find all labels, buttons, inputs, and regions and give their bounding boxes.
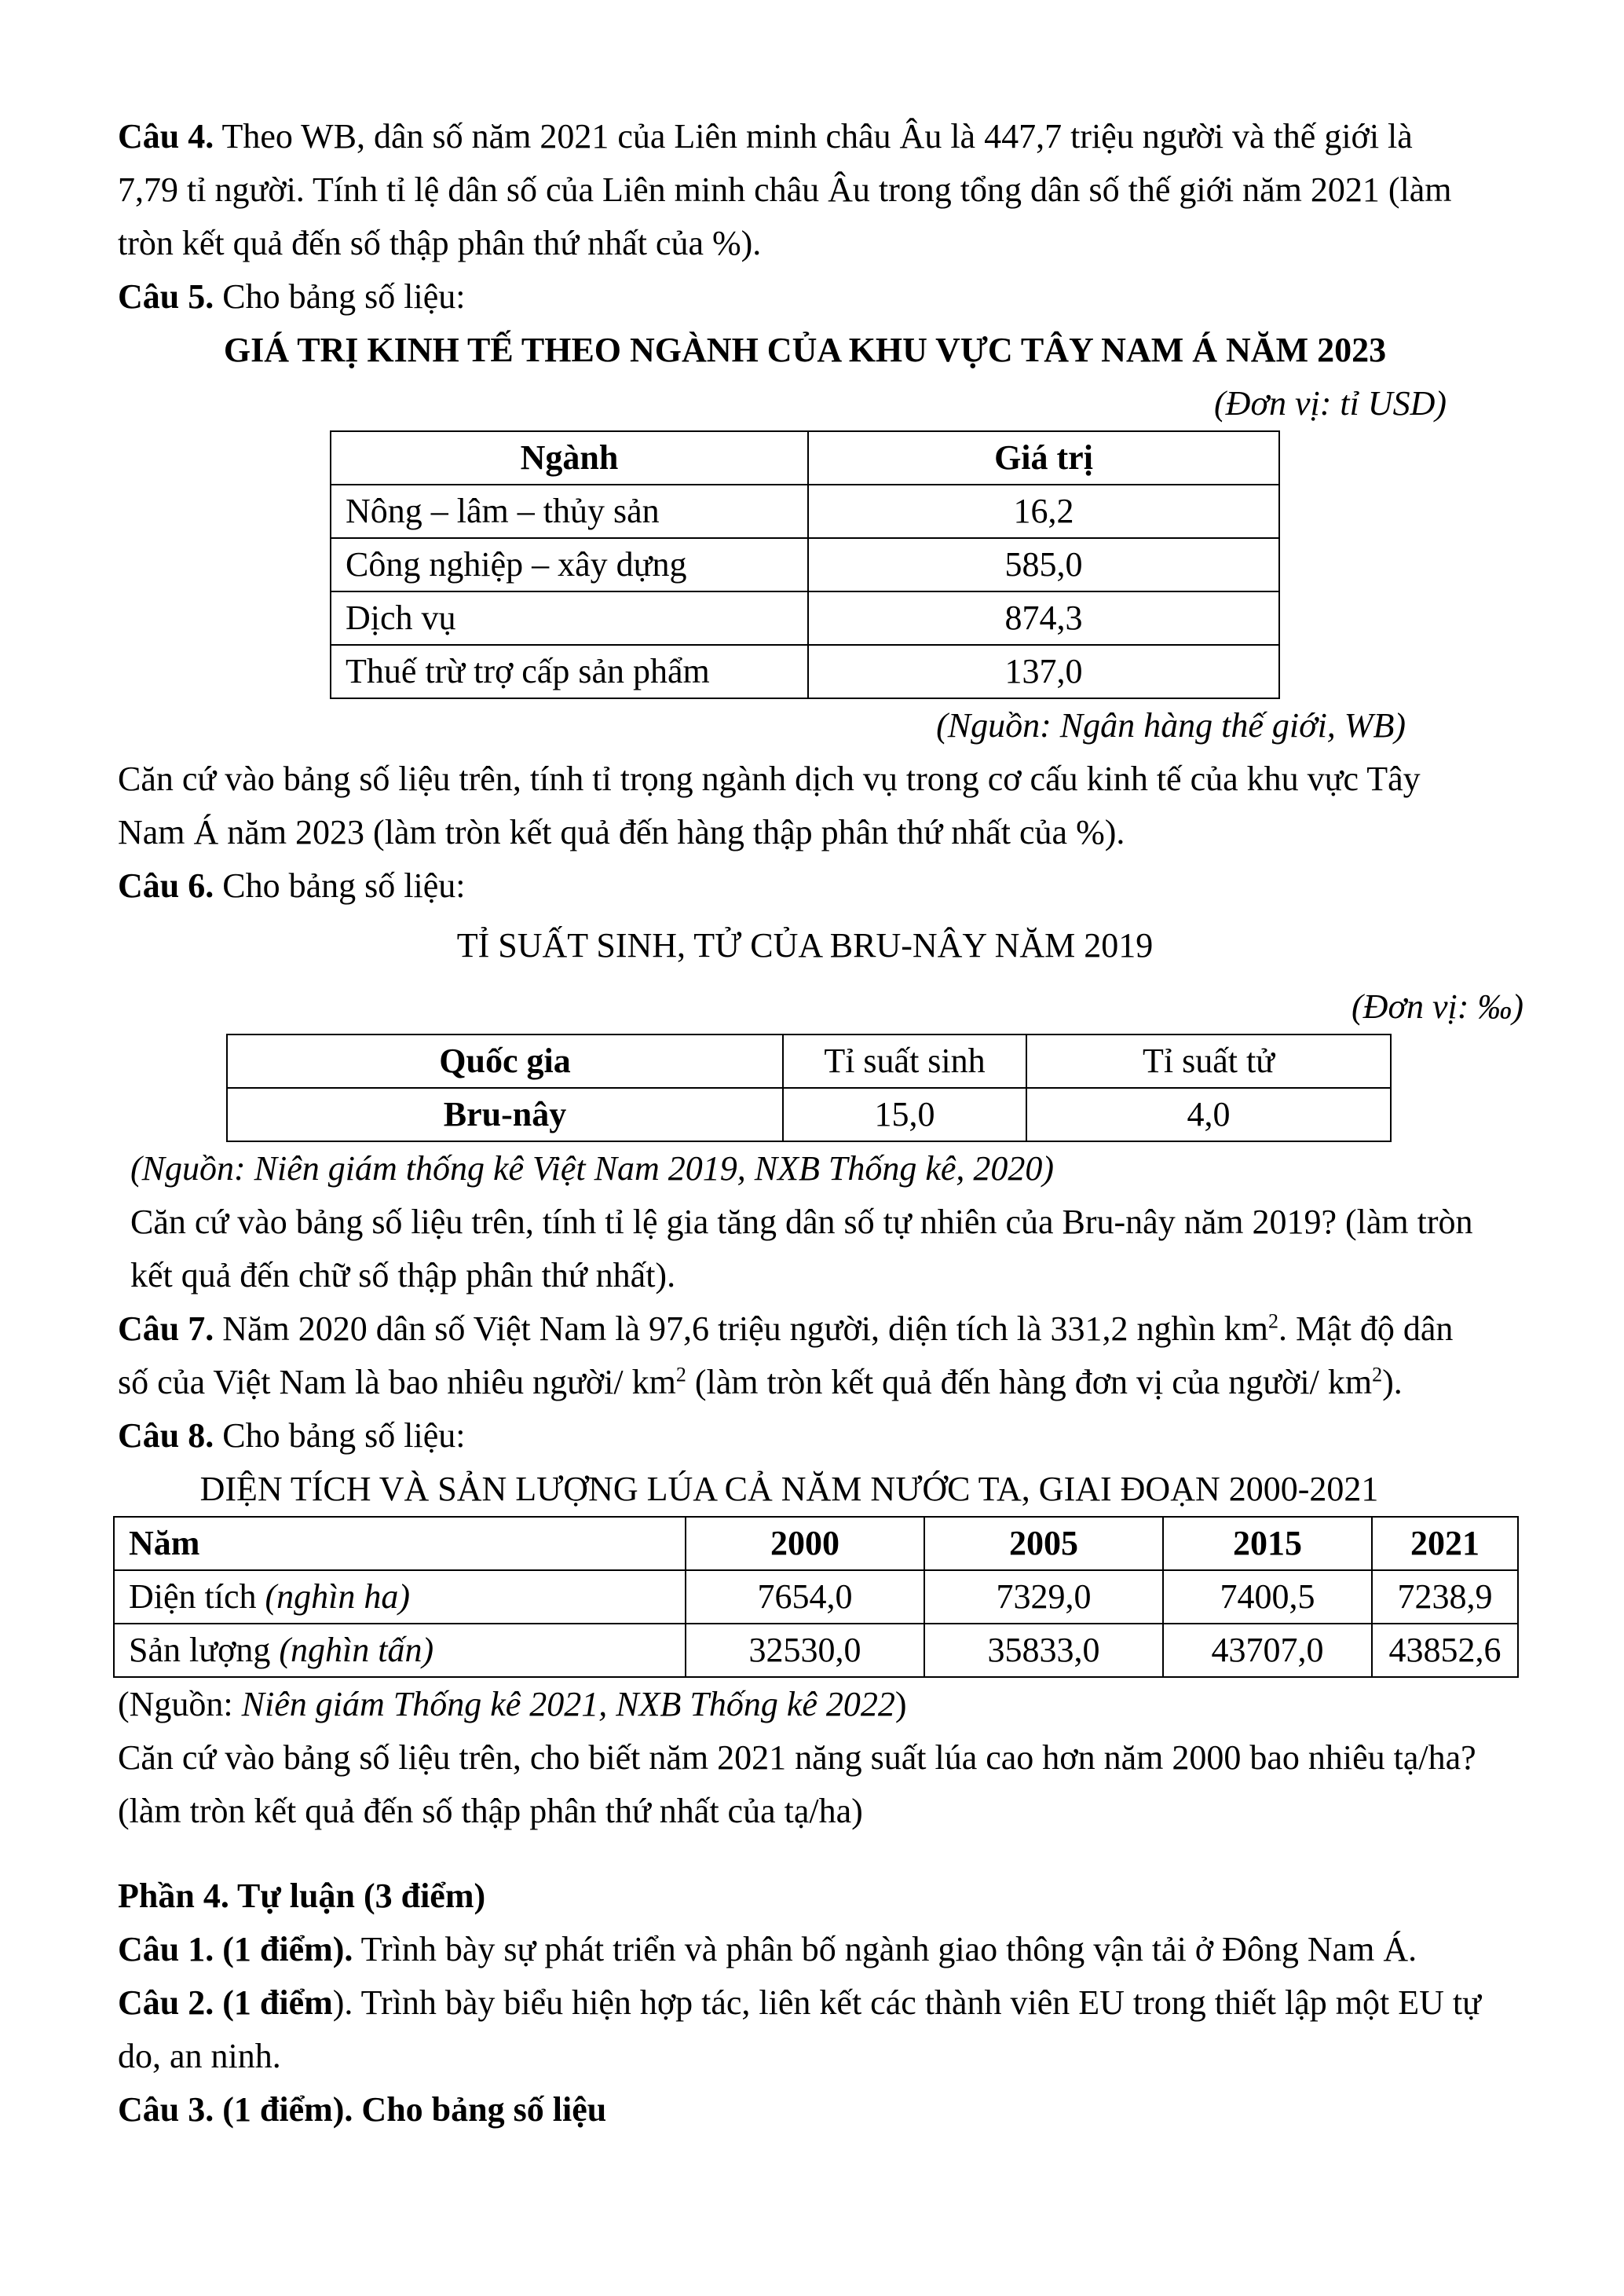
q4-line1: Câu 4. Theo WB, dân số năm 2021 của Liên minh châu Âu là 447,7 triệu người và thế giới là <box>118 117 1413 156</box>
q4-label: Câu 4. <box>118 117 214 156</box>
q5-line1: Căn cứ vào bảng số liệu trên, tính tỉ trọng ngành dịch vụ trong cơ cấu kinh tế của khu vực Tây <box>118 760 1421 798</box>
q8-table-title: DIỆN TÍCH VÀ SẢN LƯỢNG LÚA CẢ NĂM NƯỚC TA, GIAI ĐOẠN 2000-2021 <box>199 1470 1379 1508</box>
table-cell: Công nghiệp – xây dựng <box>331 538 808 591</box>
table-cell: Dịch vụ <box>331 591 808 645</box>
document-page <box>118 110 1523 2137</box>
table-row <box>114 1570 1518 1624</box>
q5-header-nganh: Ngành <box>331 431 808 485</box>
section-gap <box>118 1838 1523 1869</box>
q6-label: Câu 6. <box>118 866 214 905</box>
q5-header-giatri: Giá trị <box>808 431 1279 485</box>
table-row <box>331 591 1279 645</box>
table-cell: 16,2 <box>808 485 1279 538</box>
q5-intro: Câu 5. Cho bảng số liệu: <box>118 277 466 316</box>
q7-label: Câu 7. <box>118 1309 214 1348</box>
table-cell: Thuế trừ trợ cấp sản phẩm <box>331 645 808 698</box>
table-cell: 7329,0 <box>924 1570 1163 1624</box>
part4-heading: Phần 4. Tự luận (3 điểm) <box>118 1877 486 1915</box>
table-cell: Diện tích (nghìn ha) <box>114 1570 686 1624</box>
q6-table-title: TỈ SUẤT SINH, TỬ CỦA BRU-NÂY NĂM 2019 <box>456 926 1154 965</box>
part4-c3: Câu 3. (1 điểm). Cho bảng số liệu <box>118 2090 607 2129</box>
q8-header-2021: 2021 <box>1372 1517 1518 1570</box>
q4-line3: tròn kết quả đến số thập phân thứ nhất của %). <box>118 224 762 262</box>
q8-header-nam: Năm <box>114 1517 686 1570</box>
q6-line2: kết quả đến chữ số thập phân thứ nhất). <box>130 1256 676 1294</box>
q8-source: (Nguồn: Niên giám Thống kê 2021, NXB Thống kê 2022) <box>118 1685 907 1723</box>
q8-line2: (làm tròn kết quả đến số thập phân thứ nhất của tạ/ha) <box>118 1792 863 1830</box>
table-row <box>227 1088 1391 1141</box>
table-row <box>331 645 1279 698</box>
q8-header-2015: 2015 <box>1163 1517 1372 1570</box>
q5-label: Câu 5. <box>118 277 214 316</box>
table-cell: 585,0 <box>808 538 1279 591</box>
table-header-row <box>331 431 1279 485</box>
table-cell: 43852,6 <box>1372 1624 1518 1677</box>
table-cell: 32530,0 <box>686 1624 924 1677</box>
q6-table <box>226 1034 1392 1142</box>
table-cell: 35833,0 <box>924 1624 1163 1677</box>
table-cell: 15,0 <box>783 1088 1026 1141</box>
q6-header-tu: Tỉ suất tử <box>1026 1034 1391 1088</box>
q6-unit: (Đơn vị: ‰) <box>1352 987 1523 1026</box>
table-cell: 137,0 <box>808 645 1279 698</box>
part4-c1: Câu 1. (1 điểm). Trình bày sự phát triển và phân bố ngành giao thông vận tải ở Đông Nam Á. <box>118 1930 1417 1968</box>
q5-unit: (Đơn vị: tỉ USD) <box>1214 384 1447 423</box>
table-cell: 7654,0 <box>686 1570 924 1624</box>
table-row <box>331 485 1279 538</box>
part4-c1-label: Câu 1. (1 điểm). <box>118 1930 353 1968</box>
part4-c2-line1: Câu 2. (1 điểm). Trình bày biểu hiện hợp tác, liên kết các thành viên EU trong thiết lập một EU tự <box>118 1983 1481 2022</box>
table-cell: 43707,0 <box>1163 1624 1372 1677</box>
table-cell: Bru-nây <box>227 1088 783 1141</box>
table-row <box>331 538 1279 591</box>
table-header-row <box>227 1034 1391 1088</box>
q8-label: Câu 8. <box>118 1416 214 1455</box>
q8-table <box>113 1516 1519 1678</box>
q8-line1: Căn cứ vào bảng số liệu trên, cho biết năm 2021 năng suất lúa cao hơn năm 2000 bao nhiêu tạ/ha? <box>118 1738 1476 1777</box>
table-cell: 7400,5 <box>1163 1570 1372 1624</box>
table-cell: Sản lượng (nghìn tấn) <box>114 1624 686 1677</box>
q6-header-quocgia: Quốc gia <box>227 1034 783 1088</box>
q8-intro: Câu 8. Cho bảng số liệu: <box>118 1416 466 1455</box>
q5-source: (Nguồn: Ngân hàng thế giới, WB) <box>936 706 1406 745</box>
q7-line2: số của Việt Nam là bao nhiêu người/ $km^2$ (làm tròn kết quả đến hàng đơn vị của người/ $km^2$). <box>118 1363 1403 1401</box>
table-header-row <box>114 1517 1518 1570</box>
q5-table <box>330 430 1280 699</box>
q5-table-title: GIÁ TRỊ KINH TẾ THEO NGÀNH CỦA KHU VỰC TÂY NAM Á NĂM 2023 <box>223 331 1387 369</box>
q6-source: (Nguồn: Niên giám thống kê Việt Nam 2019, NXB Thống kê, 2020) <box>130 1149 1055 1188</box>
table-cell: 874,3 <box>808 591 1279 645</box>
q6-intro: Câu 6. Cho bảng số liệu: <box>118 866 466 905</box>
table-cell: 4,0 <box>1026 1088 1391 1141</box>
part4-c2-label: Câu 2. (1 điểm <box>118 1983 333 2022</box>
q6-header-sinh: Tỉ suất sinh <box>783 1034 1026 1088</box>
table-row <box>114 1624 1518 1677</box>
table-cell: 7238,9 <box>1372 1570 1518 1624</box>
q5-line2: Nam Á năm 2023 (làm tròn kết quả đến hàng thập phân thứ nhất của %). <box>118 813 1125 851</box>
part4-c2-line2: do, an ninh. <box>118 2037 281 2075</box>
q8-header-2000: 2000 <box>686 1517 924 1570</box>
q6-line1: Căn cứ vào bảng số liệu trên, tính tỉ lệ gia tăng dân số tự nhiên của Bru-nây năm 2019? (làm tròn <box>130 1203 1473 1241</box>
q7-line1: Câu 7. Năm 2020 dân số Việt Nam là 97,6 triệu người, diện tích là 331,2 nghìn $km^2$. Mật độ dân <box>118 1309 1454 1348</box>
table-cell: Nông – lâm – thủy sản <box>331 485 808 538</box>
q4-line2: 7,79 tỉ người. Tính tỉ lệ dân số của Liên minh châu Âu trong tổng dân số thế giới năm 2021 (làm <box>118 170 1452 209</box>
q8-header-2005: 2005 <box>924 1517 1163 1570</box>
